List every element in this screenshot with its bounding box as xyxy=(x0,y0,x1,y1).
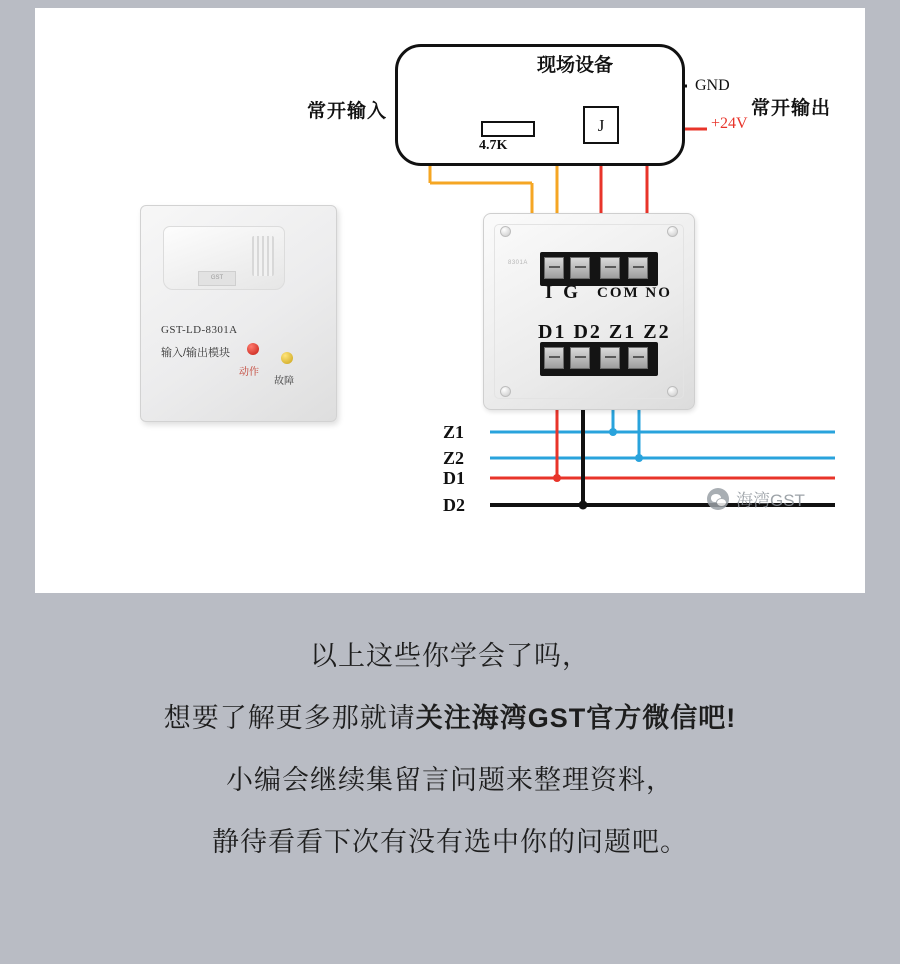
resistor-symbol xyxy=(481,121,535,137)
caption-line-1-text: 以上这些你学会了吗， xyxy=(310,641,590,671)
resistor-value-label: 4.7K xyxy=(479,138,508,153)
diagram-canvas xyxy=(35,8,865,593)
module-type-label: 输入/输出模块 xyxy=(161,347,231,359)
no-input-label: 常开输入 xyxy=(307,101,388,122)
wechat-icon xyxy=(707,488,729,510)
caption-line-3 xyxy=(0,749,900,811)
action-led xyxy=(247,343,259,355)
base-code-label: 8301A xyxy=(508,260,528,266)
fault-led-label: 故障 xyxy=(274,376,294,387)
bus-label-d1: D1 xyxy=(443,468,465,488)
terminal-label-comno: COM NO xyxy=(597,285,672,301)
bus-label-z2: Z2 xyxy=(443,448,465,468)
screw-icon xyxy=(667,226,678,237)
screw-icon xyxy=(500,226,511,237)
module-chip-label: GST xyxy=(198,271,236,286)
terminal-label-ig: I G xyxy=(545,282,581,303)
terminal-g xyxy=(570,257,590,279)
terminal-strip-top xyxy=(540,252,658,286)
action-led-label: 动作 xyxy=(239,367,259,378)
terminal-strip-bottom xyxy=(540,342,658,376)
wechat-account-name: 海湾GST xyxy=(736,491,805,510)
fault-led xyxy=(281,352,293,364)
terminal-d2 xyxy=(570,347,590,369)
bus-label-d2: D2 xyxy=(443,495,465,515)
caption-line-3-text: 小编会继续集留言问题来整理资料， xyxy=(226,765,674,795)
screw-icon xyxy=(667,386,678,397)
gnd-label: GND xyxy=(695,77,730,94)
caption-line-2 xyxy=(0,687,900,749)
terminal-z1 xyxy=(600,347,620,369)
caption-line-2-text: 想要了解更多那就请 xyxy=(163,703,416,733)
terminal-d1 xyxy=(544,347,564,369)
relay-symbol: J xyxy=(583,106,619,144)
terminal-no xyxy=(628,257,648,279)
caption-line-4 xyxy=(0,811,900,873)
caption-line-4-text: 静待看看下次有没有选中你的问题吧。 xyxy=(212,827,688,857)
terminal-base xyxy=(483,213,695,410)
wiring-diagram-card xyxy=(35,8,865,593)
terminal-com xyxy=(600,257,620,279)
terminal-z2 xyxy=(628,347,648,369)
no-output-label: 常开输出 xyxy=(751,98,832,119)
wechat-watermark xyxy=(707,486,805,511)
terminal-i xyxy=(544,257,564,279)
v24-label: +24V xyxy=(711,115,748,132)
bus-label-z1: Z1 xyxy=(443,422,465,442)
terminal-label-d1d2z1z2: D1 D2 Z1 Z2 xyxy=(538,321,671,343)
caption-block xyxy=(0,625,900,873)
module-model-label: GST-LD-8301A xyxy=(161,324,238,336)
caption-line-1 xyxy=(0,625,900,687)
module-grille xyxy=(163,226,285,290)
screw-icon xyxy=(500,386,511,397)
module-photo xyxy=(140,205,337,422)
field-device-title: 现场设备 xyxy=(536,55,613,76)
caption-line-2-bold: 关注海湾GST官方微信吧! xyxy=(415,703,737,733)
